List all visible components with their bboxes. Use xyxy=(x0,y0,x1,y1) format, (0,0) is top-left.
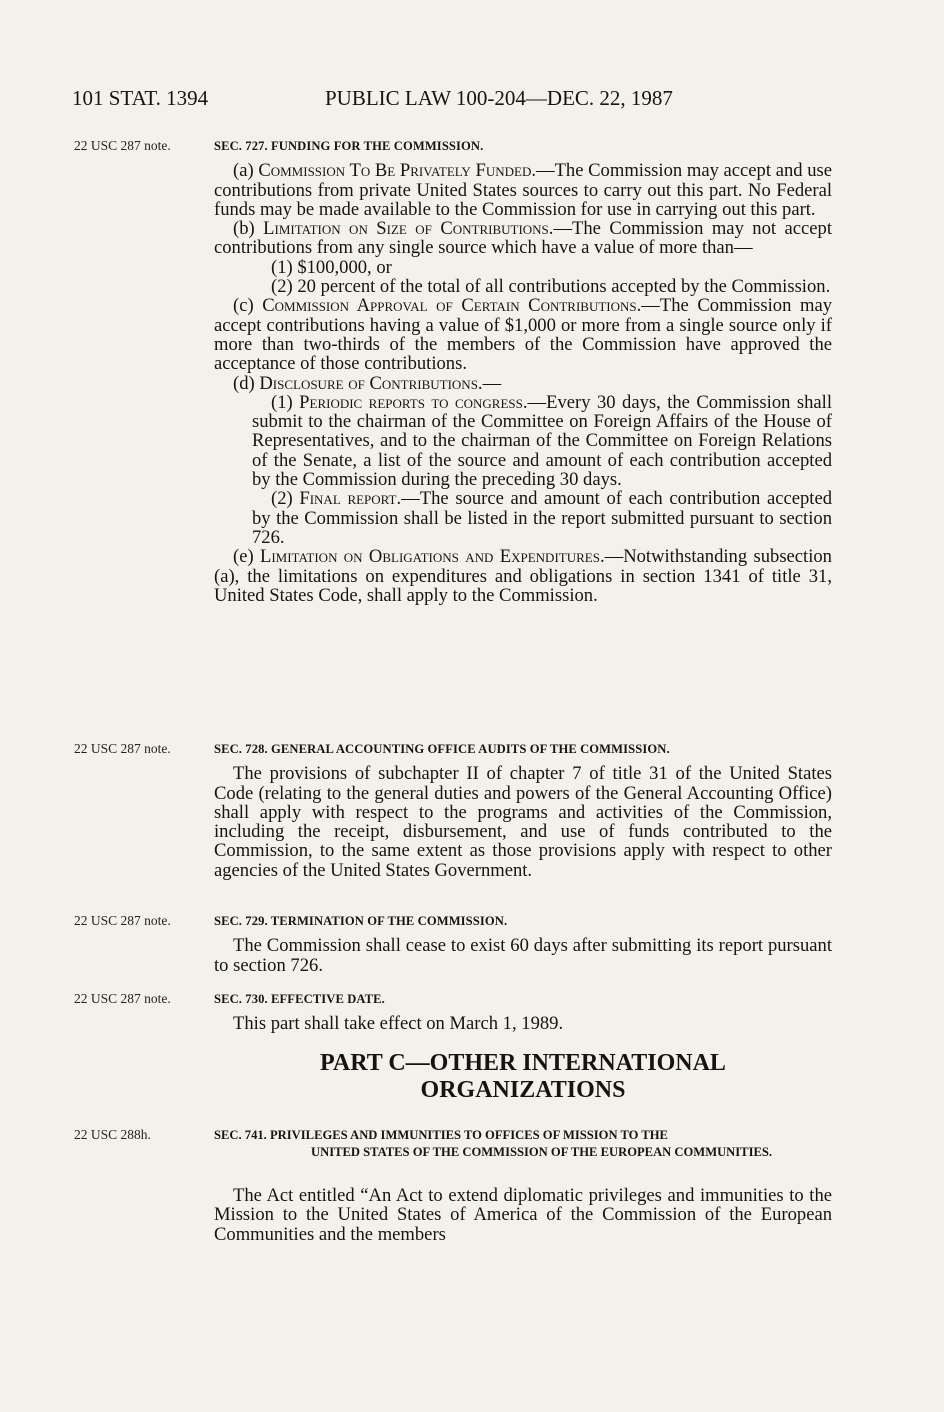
paragraph-b1: (1) $100,000, or xyxy=(271,256,392,278)
section-730-heading: SEC. 730. EFFECTIVE DATE. xyxy=(214,992,385,1006)
paragraph-d2: (2) Final report.—The source and amount of each contribution accepted by the Commission shall be listed in the report submitted pursuant to section 726. xyxy=(252,488,832,548)
paragraph-d1: (1) Periodic reports to congress.—Every 30 days, the Commission shall submit to the chairman of the Committee on Foreign Affairs of the House of Representatives, and to the chairman of the Committee on Foreign Relations of the Senate, a list of the source and amount of each contribution accepted by the Commission during the preceding 30 days. xyxy=(252,391,832,491)
margin-note-727: 22 USC 287 note. xyxy=(74,138,171,153)
subsection-d: (d) Disclosure of Contributions.— xyxy=(233,372,502,394)
section-729-text: The Commission shall cease to exist 60 days after submitting its report pursuant to section 726. xyxy=(214,935,832,976)
margin-note-741: 22 USC 288h. xyxy=(74,1127,151,1142)
section-728 xyxy=(214,740,832,880)
part-c-heading-line1: PART C—OTHER INTERNATIONAL xyxy=(320,1050,726,1076)
section-730 xyxy=(214,990,832,1034)
part-c-heading xyxy=(214,1050,832,1104)
section-741 xyxy=(214,1186,832,1244)
section-729 xyxy=(214,912,832,975)
part-c-heading-line2: ORGANIZATIONS xyxy=(420,1077,626,1103)
paragraph-b2: (2) 20 percent of the total of all contributions accepted by the Commission. xyxy=(271,276,831,298)
subsection-b: (b) Limitation on Size of Contributions.—The Commission may not accept contributions from any single source which have a value of more than— xyxy=(214,218,832,259)
margin-note-728: 22 USC 287 note. xyxy=(74,741,171,756)
running-header: PUBLIC LAW 100-204—DEC. 22, 1987 xyxy=(325,86,673,110)
margin-note-729: 22 USC 287 note. xyxy=(74,913,171,928)
section-727 xyxy=(214,137,832,605)
section-728-text: The provisions of subchapter II of chapter 7 of title 31 of the United States Code (relating to the general duties and powers of the General Accounting Office) shall apply with respect to the programs and activities of the Commission, including the receipt, disbursement, and use of funds contributed to the Commission, to the same extent as those provisions apply with respect to other agencies of the United States Government. xyxy=(214,763,832,881)
section-729-heading: SEC. 729. TERMINATION OF THE COMMISSION. xyxy=(214,914,508,928)
subsection-c: (c) Commission Approval of Certain Contributions.—The Commission may accept contributions having a value of $1,000 or more from a single source only if more than two-thirds of the members of the Commission have approved the acceptance of those contributions. xyxy=(214,295,832,375)
subsection-e: (e) Limitation on Obligations and Expenditures.—Notwithstanding subsection (a), the limitations on expenditures and obligations in section 1341 of title 31, United States Code, shall apply to the Commission. xyxy=(214,546,832,606)
section-728-heading: SEC. 728. GENERAL ACCOUNTING OFFICE AUDITS OF THE COMMISSION. xyxy=(214,742,670,756)
section-741-text: The Act entitled “An Act to extend diplomatic privileges and immunities to the Mission to the United States of America of the Commission of the European Communities and the members xyxy=(214,1185,832,1245)
stat-page-number: 101 STAT. 1394 xyxy=(72,86,209,110)
section-741-heading: SEC. 741. PRIVILEGES AND IMMUNITIES TO OFFICES OF MISSION TO THE UNITED STATES OF THE COMMISSION OF THE EUROPEAN COMMUNITIES. xyxy=(214,1128,773,1159)
section-727-heading: SEC. 727. FUNDING FOR THE COMMISSION. xyxy=(214,139,484,153)
subsection-a: (a) Commission To Be Privately Funded.—The Commission may accept and use contributions from private United States sources to carry out this part. No Federal funds may be made available to the Commission for use in carrying out this part. xyxy=(214,160,833,220)
margin-note-730: 22 USC 287 note. xyxy=(74,991,171,1006)
section-730-text: This part shall take effect on March 1, 1989. xyxy=(233,1013,564,1035)
